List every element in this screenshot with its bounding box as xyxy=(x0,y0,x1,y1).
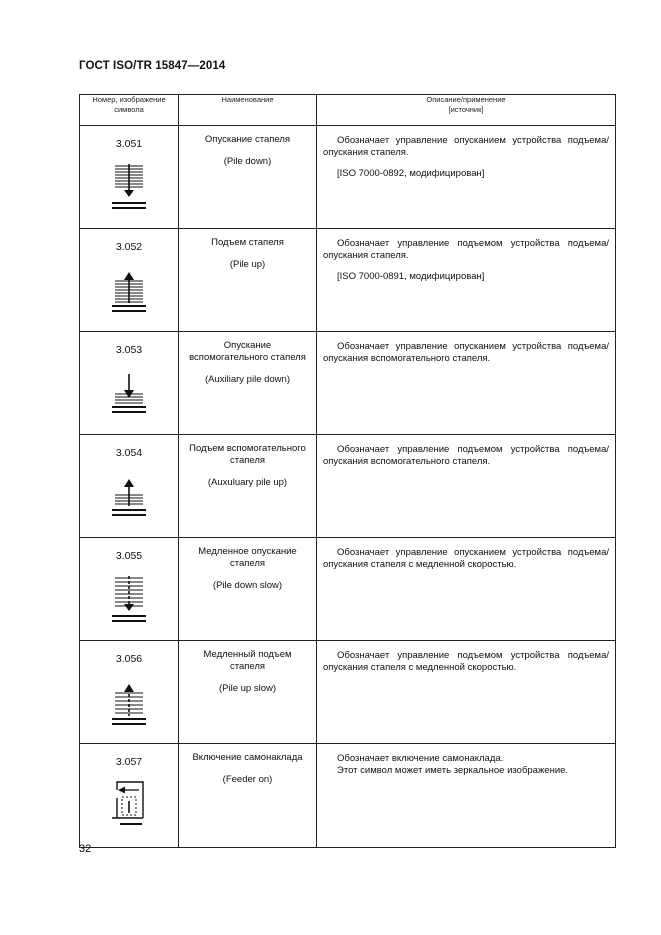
column-header-number-line: Номер, изображение xyxy=(92,95,166,104)
feeder-on-icon xyxy=(109,780,149,828)
table-row xyxy=(80,744,616,848)
symbol-name-cell xyxy=(179,126,317,229)
symbol-name-ru: стапеля xyxy=(229,661,266,672)
symbol-description-cell xyxy=(317,126,616,229)
symbol-description-cell xyxy=(317,538,616,641)
column-header-description xyxy=(317,95,616,126)
symbol-name-ru: стапеля xyxy=(229,558,266,569)
symbol-description: Обозначает управление опусканием устройства подъема/опускания вспомогательного стапеля. xyxy=(323,341,609,364)
symbol-number-cell xyxy=(80,538,179,641)
symbol-number-cell xyxy=(80,435,179,538)
symbol-description-cell xyxy=(317,332,616,435)
symbol-name-cell xyxy=(179,332,317,435)
symbol-number: 3.057 xyxy=(115,756,143,768)
symbol-description: Обозначает включение самонаклада. xyxy=(337,753,504,764)
symbol-number: 3.054 xyxy=(115,447,143,459)
symbol-description: Обозначает управление подъемом устройства подъема/опускания вспомогательного стапеля. xyxy=(323,444,609,467)
symbol-description: Обозначает управление опусканием устройства подъема/опускания стапеля. xyxy=(323,135,609,158)
symbol-description-note: Этот символ может иметь зеркальное изображение. xyxy=(337,765,569,776)
pile-down-slow-icon xyxy=(109,576,149,624)
symbol-description-cell xyxy=(317,229,616,332)
pile-up-slow-icon xyxy=(109,679,149,727)
symbol-name-ru: стапеля xyxy=(229,455,266,466)
symbol-number: 3.056 xyxy=(115,653,143,665)
column-header-source-line: [источник] xyxy=(448,105,484,114)
symbol-name-cell xyxy=(179,538,317,641)
auxiliary-pile-down-icon xyxy=(109,370,149,418)
symbol-name-ru: Подъем вспомогательного xyxy=(189,443,306,454)
column-header-number xyxy=(80,95,179,126)
symbol-name-ru: Опускание xyxy=(223,340,272,351)
column-header-name: Наименование xyxy=(179,95,317,126)
table-row xyxy=(80,229,616,332)
symbol-description-cell xyxy=(317,435,616,538)
document-title: ГОСТ ISO/TR 15847—2014 xyxy=(79,60,226,72)
symbol-number-cell xyxy=(80,641,179,744)
symbol-name-ru: Медленный подъем xyxy=(203,649,292,660)
symbol-description-cell xyxy=(317,744,616,848)
symbol-name-en: (Pile down slow) xyxy=(212,580,283,591)
auxiliary-pile-up-icon xyxy=(109,473,149,521)
pile-down-icon xyxy=(109,164,149,212)
symbol-name-en: (Feeder on) xyxy=(222,774,273,785)
symbol-source: [ISO 7000-0892, модифицирован] xyxy=(337,168,485,179)
symbol-description: Обозначает управление подъемом устройства подъема/опускания стапеля. xyxy=(323,238,609,261)
symbol-name-ru: Опускание стапеля xyxy=(204,134,291,145)
symbol-name-ru: Подъем стапеля xyxy=(211,237,284,248)
symbol-number: 3.055 xyxy=(115,550,143,562)
symbol-name-ru: вспомогательного стапеля xyxy=(189,352,306,363)
symbol-number-cell xyxy=(80,126,179,229)
symbol-name-en: (Auxuluary pile up) xyxy=(207,477,288,488)
symbols-table xyxy=(79,94,616,848)
symbol-name-en: (Pile up) xyxy=(229,259,266,270)
symbol-number-cell xyxy=(80,744,179,848)
symbol-name-ru: Включение самонаклада xyxy=(192,752,303,763)
symbol-name-en: (Pile up slow) xyxy=(218,683,277,694)
table-row xyxy=(80,332,616,435)
column-header-number-line: символа xyxy=(114,105,144,114)
symbol-name-en: (Auxiliary pile down) xyxy=(204,374,290,385)
symbol-number: 3.052 xyxy=(115,241,143,253)
symbol-source: [ISO 7000-0891, модифицирован] xyxy=(337,271,485,282)
symbol-description: Обозначает управление опусканием устройства подъема/опускания стапеля с медленной скоростью. xyxy=(323,547,609,570)
table-row xyxy=(80,641,616,744)
table-header-row xyxy=(80,95,616,126)
symbol-name-cell xyxy=(179,641,317,744)
symbol-number-cell xyxy=(80,229,179,332)
table-row xyxy=(80,538,616,641)
symbol-description: Обозначает управление подъемом устройства подъема/опускания стапеля с медленной скоростью. xyxy=(323,650,609,673)
symbol-number: 3.051 xyxy=(115,138,143,150)
table-row xyxy=(80,435,616,538)
table-row xyxy=(80,126,616,229)
page-number: 32 xyxy=(79,843,92,855)
pile-up-icon xyxy=(109,267,149,315)
symbol-name-cell xyxy=(179,435,317,538)
column-header-description-line: Описание/применение xyxy=(426,95,506,104)
symbol-description-cell xyxy=(317,641,616,744)
symbol-name-ru: Медленное опускание xyxy=(198,546,297,557)
symbol-name-cell xyxy=(179,744,317,848)
symbol-number: 3.053 xyxy=(115,344,143,356)
symbol-name-cell xyxy=(179,229,317,332)
symbol-number-cell xyxy=(80,332,179,435)
symbol-name-en: (Pile down) xyxy=(223,156,272,167)
